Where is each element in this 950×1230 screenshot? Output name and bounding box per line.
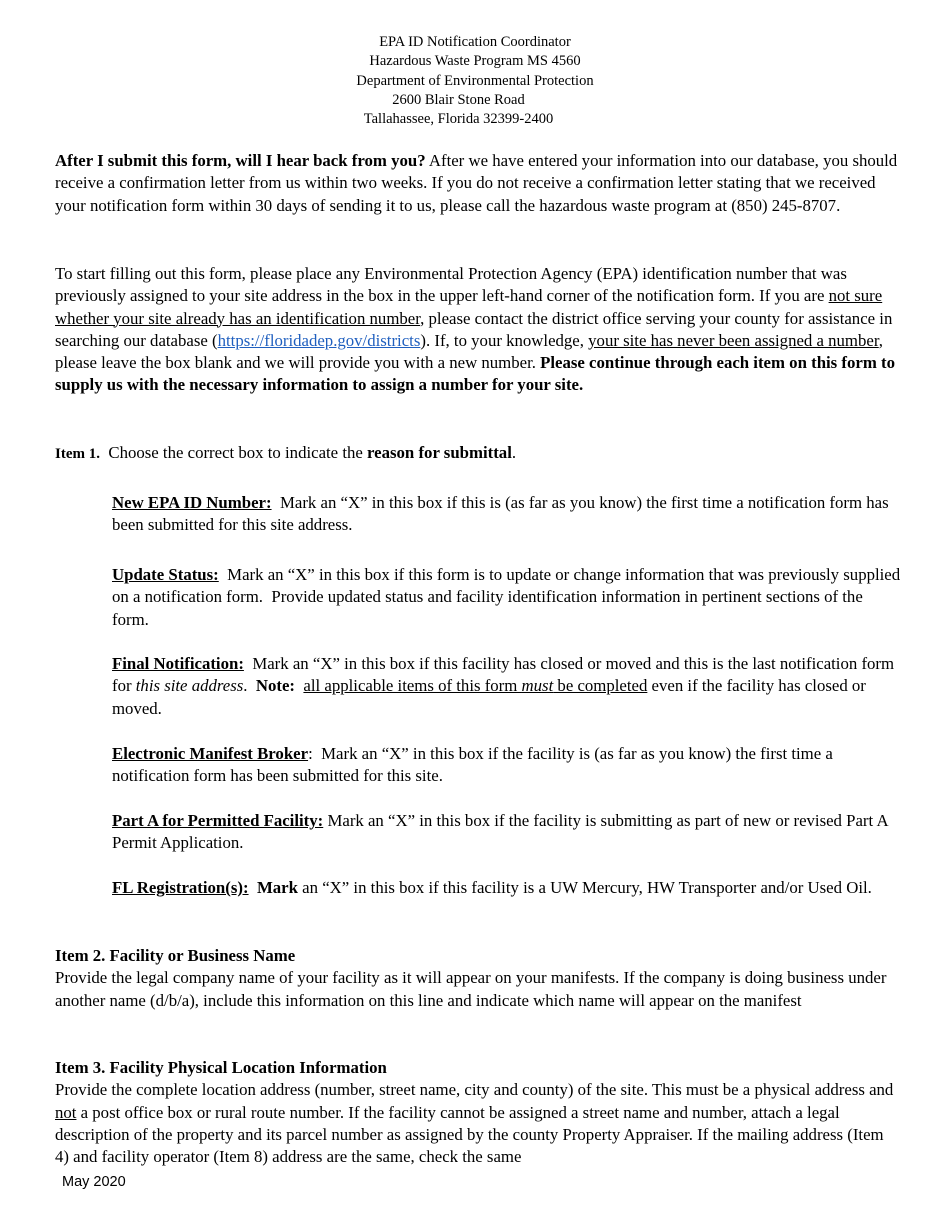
item3-underlined-text: not — [55, 1102, 77, 1122]
intro-text: , please contact the district office serving your county for assistance in searching our database ( — [55, 308, 893, 350]
address-line: Tallahassee, Florida 32399-2400 — [363, 111, 554, 128]
reason-title: Update Status: — [112, 565, 219, 584]
reason-part-a-permitted-facility — [112, 810, 902, 855]
note-label: Note: — [255, 676, 296, 696]
item2-heading: Item 2. Facility or Business Name — [55, 946, 296, 965]
reason-text: Mark an “X” in this box if this facility has closed or moved and this is the last notification form for — [112, 654, 899, 696]
item2-text: Provide the legal company name of your facility as it will appear on your manifests. If the company is doing business under another name (d/b/a), include this information on this line and indicate which name will appear on the manifest — [55, 968, 887, 1010]
reason-new-epa-id — [112, 492, 902, 537]
faq-answer: After we have entered your information into our database, you should receive a confirmation letter from us within two weeks. If you do not receive a confirmation letter stating that we received your notification form within 30 days of sending it to us, please call the hazardous waste program at (850) 245-8707. — [55, 151, 898, 215]
reason-bold-text: Mark — [256, 878, 298, 897]
intro-text: , please leave the box blank and we will provide you with a new number. — [55, 330, 883, 373]
address-line: Hazardous Waste Program MS 4560 — [369, 53, 581, 70]
reason-italic-text: this site address — [135, 676, 244, 696]
item1-bold-text: reason for submittal — [367, 443, 512, 462]
intro-bold-text: Please continue through each item on this form to supply us with the necessary information to assign a number for your site. — [55, 353, 895, 395]
intro-text: ). If, to your knowledge, — [420, 330, 589, 350]
reason-text: an “X” in this box if this facility is a UW Mercury, HW Transporter and/or Used Oil. — [297, 878, 872, 897]
reason-fl-registration — [112, 877, 902, 899]
item3-text: Provide the complete location address (number, street name, city and county) of the site. This must be a physical address and — [55, 1080, 894, 1100]
faq-question: After I submit this form, will I hear back from you? — [55, 151, 426, 170]
districts-link[interactable]: https://floridadep.gov/districts — [217, 330, 421, 350]
reason-text: Mark an “X” in this box if the facility is submitting as part of new or revised Part A Permit Application. — [112, 811, 892, 853]
reason-underlined-text: all applicable items of this form — [303, 676, 522, 696]
reason-text: even if the facility has closed or moved. — [112, 676, 866, 718]
intro-paragraph — [55, 263, 900, 397]
reason-underlined-italic-text: must — [521, 676, 554, 696]
reason-underlined-text: be completed — [553, 676, 648, 696]
item1-label: Item 1. — [55, 446, 100, 462]
item3-section — [55, 1057, 900, 1168]
reason-text: Mark an “X” in this box if this form is to update or change information that was previously supplied on a notification form. Provide updated status and facility identification information in pertinent sections of the form. — [112, 565, 905, 629]
reason-update-status — [112, 564, 905, 631]
reason-text: : Mark an “X” in this box if the facility is (as far as you know) the first time a notification form has been submitted for this site. — [112, 744, 838, 786]
mailing-address-block — [0, 33, 950, 129]
item3-heading: Item 3. Facility Physical Location Information — [55, 1058, 387, 1077]
item1-text: Choose the correct box to indicate the — [100, 443, 368, 462]
reason-text — [249, 878, 257, 897]
reason-title: Part A for Permitted Facility: — [112, 811, 324, 830]
address-line: EPA ID Notification Coordinator — [379, 34, 571, 50]
item3-text: a post office box or rural route number. If the facility cannot be assigned a street name and number, attach a legal description of the property and its parcel number as assigned by the county Property Appraiser. If the mailing address (Item 4) and facility operator (Item 8) address are the same, check the same — [55, 1102, 884, 1167]
item1-text: . — [511, 443, 517, 462]
item2-section — [55, 945, 900, 1012]
reason-text: Mark an “X” in this box if this is (as far as you know) the first time a notification form has been submitted for this site address. — [112, 493, 893, 535]
intro-text: To start filling out this form, please place any Environmental Protection Agency (EPA) identification number that was previously assigned to your site address in the box in the upper left-hand corner of the notification form. If you are — [55, 264, 847, 306]
reason-electronic-manifest-broker — [112, 743, 902, 788]
reason-final-notification — [112, 653, 902, 720]
item1-paragraph — [55, 442, 900, 465]
footer-date: May 2020 — [62, 1174, 126, 1190]
reason-title: New EPA ID Number: — [112, 493, 272, 512]
faq-paragraph — [55, 150, 900, 217]
intro-underlined-text: your site has never been assigned a number — [588, 330, 879, 350]
reason-title: Final Notification: — [112, 654, 244, 673]
intro-underlined-text: not sure whether your site already has an identification number — [55, 286, 883, 328]
reason-text: . — [243, 676, 256, 696]
reason-title: FL Registration(s): — [112, 878, 249, 897]
address-line: 2600 Blair Stone Road — [392, 91, 525, 108]
address-line: Department of Environmental Protection — [356, 72, 594, 89]
reason-title: Electronic Manifest Broker — [112, 744, 309, 763]
